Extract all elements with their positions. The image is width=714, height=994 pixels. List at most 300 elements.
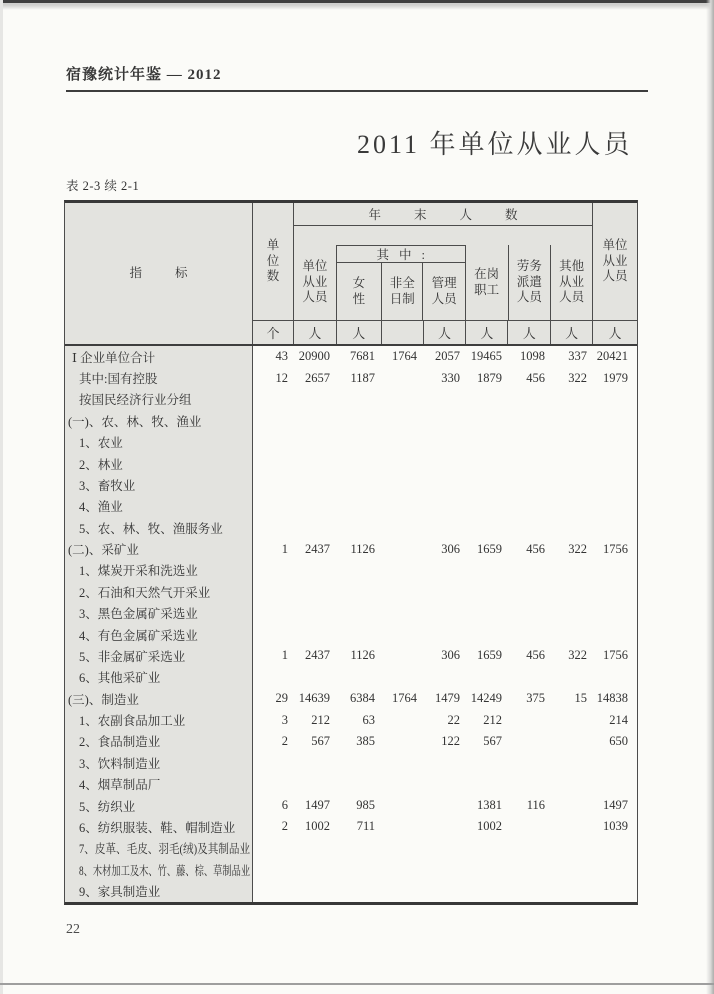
value-cell: 63: [362, 712, 375, 727]
table-row: [65, 560, 637, 581]
value-cell: [380, 581, 422, 602]
table-row: [65, 367, 637, 388]
value-cell: [422, 667, 465, 688]
table-row: [65, 474, 637, 495]
value-cell: [380, 731, 422, 752]
value-cell: [507, 752, 550, 773]
indicator-cell: (三)、制造业: [65, 688, 253, 709]
value-cell: [293, 560, 335, 581]
value-cell: 19465: [470, 349, 502, 364]
value-cell: 567: [483, 733, 502, 748]
value-cell: [422, 432, 465, 453]
table-body: [65, 344, 637, 902]
value-cell: [293, 603, 335, 624]
value-cell: [507, 709, 550, 730]
value-cell: 122: [441, 733, 460, 748]
units-row: [294, 320, 592, 344]
value-cell: [550, 474, 592, 495]
indicator-cell: 3、畜牧业: [65, 474, 253, 495]
value-cell: [465, 410, 507, 431]
table-row: [65, 709, 637, 730]
unit-cell: 人: [336, 321, 381, 344]
table-row: [65, 880, 637, 901]
value-cell: [507, 389, 550, 410]
value-cell: [550, 581, 592, 602]
value-cell: 14639: [298, 691, 330, 706]
value-cell: [550, 859, 592, 880]
table-row: [65, 346, 637, 367]
value-cell: [293, 453, 335, 474]
value-cell: [550, 667, 592, 688]
value-cell: [550, 496, 592, 517]
value-cell: [550, 453, 592, 474]
value-cell: [507, 560, 550, 581]
value-cell: [592, 389, 637, 410]
value-cell: [465, 496, 507, 517]
value-cell: [253, 859, 293, 880]
value-cell: [380, 838, 422, 859]
value-cell: [507, 474, 550, 495]
unit-cell: 人: [423, 321, 466, 344]
value-cell: [550, 709, 592, 730]
value-cell: 1098: [520, 349, 545, 364]
table-row: [65, 624, 637, 645]
value-cell: [293, 474, 335, 495]
table-row: [65, 859, 637, 880]
value-cell: [293, 838, 335, 859]
value-cell: [335, 667, 380, 688]
value-cell: [507, 880, 550, 901]
value-cell: [422, 517, 465, 538]
table-row: [65, 496, 637, 517]
value-cell: [380, 517, 422, 538]
value-cell: [592, 667, 637, 688]
value-cell: [550, 838, 592, 859]
table-label: 表 2-3 续 2-1: [66, 179, 140, 193]
value-cell: [422, 880, 465, 901]
value-cell: [380, 603, 422, 624]
value-cell: [293, 517, 335, 538]
value-cell: [592, 581, 637, 602]
value-cell: 1764: [392, 349, 417, 364]
value-cell: [293, 774, 335, 795]
table-row: [65, 517, 637, 538]
scan-edge-bottom: [0, 983, 714, 985]
value-cell: [293, 880, 335, 901]
unit-cell: 人: [465, 321, 507, 344]
value-cell: 2657: [305, 370, 330, 385]
value-cell: [422, 474, 465, 495]
indicator-cell: 1、农业: [65, 432, 253, 453]
value-cell: [335, 560, 380, 581]
value-cell: 214: [609, 712, 628, 727]
value-cell: [422, 496, 465, 517]
value-cell: 322: [568, 541, 587, 556]
value-cell: 1479: [435, 691, 460, 706]
value-cell: 985: [356, 798, 375, 813]
value-cell: 306: [441, 541, 460, 556]
value-cell: [507, 410, 550, 431]
value-cell: [380, 453, 422, 474]
indicator-cell: 3、黑色金属矿采选业: [65, 603, 253, 624]
value-cell: [253, 774, 293, 795]
value-cell: [550, 517, 592, 538]
value-cell: [550, 880, 592, 901]
table-row: [65, 432, 637, 453]
value-cell: [422, 859, 465, 880]
value-cell: [335, 603, 380, 624]
value-cell: [380, 624, 422, 645]
value-cell: [550, 731, 592, 752]
value-cell: [253, 838, 293, 859]
value-cell: [293, 389, 335, 410]
value-cell: [465, 453, 507, 474]
value-cell: 1497: [305, 798, 330, 813]
value-cell: 22: [447, 712, 460, 727]
header-among-label: 其中:: [337, 246, 465, 263]
header-subcolumns: [294, 245, 592, 320]
value-cell: [380, 774, 422, 795]
value-cell: 650: [609, 733, 628, 748]
value-cell: [592, 453, 637, 474]
table-row: [65, 603, 637, 624]
indicator-cell: 5、农、林、牧、渔服务业: [65, 517, 253, 538]
value-cell: [335, 859, 380, 880]
value-cell: [592, 603, 637, 624]
value-cell: 330: [441, 370, 460, 385]
indicator-cell: 2、石油和天然气开采业: [65, 581, 253, 602]
value-cell: [253, 389, 293, 410]
value-cell: [465, 389, 507, 410]
value-cell: 2437: [305, 648, 330, 663]
table-row: [65, 838, 637, 859]
header-other: 其他从业人员: [550, 245, 592, 320]
value-cell: [253, 624, 293, 645]
value-cell: [592, 410, 637, 431]
value-cell: [550, 410, 592, 431]
value-cell: [550, 560, 592, 581]
value-cell: [380, 709, 422, 730]
scan-edge-left: [0, 0, 3, 994]
indicator-cell: 6、其他采矿业: [65, 667, 253, 688]
value-cell: [253, 667, 293, 688]
indicator-cell: 2、食品制造业: [65, 731, 253, 752]
value-cell: [293, 432, 335, 453]
table-row: [65, 453, 637, 474]
value-cell: [592, 838, 637, 859]
value-cell: 1187: [350, 370, 375, 385]
value-cell: [380, 538, 422, 559]
running-head-rule: [66, 90, 648, 92]
value-cell: [253, 474, 293, 495]
table-row: [65, 645, 637, 666]
value-cell: [592, 474, 637, 495]
value-cell: [253, 581, 293, 602]
value-cell: [422, 795, 465, 816]
value-cell: [422, 453, 465, 474]
value-cell: [422, 774, 465, 795]
page-number: 22: [66, 922, 80, 937]
table-row: [65, 581, 637, 602]
value-cell: [422, 410, 465, 431]
value-cell: 6: [281, 798, 288, 813]
value-cell: 212: [483, 712, 502, 727]
header-employed: 单位从业人员: [302, 259, 328, 305]
value-cell: 322: [568, 648, 587, 663]
value-cell: [380, 410, 422, 431]
table-row: [65, 731, 637, 752]
value-cell: [380, 560, 422, 581]
value-cell: 1879: [477, 370, 502, 385]
value-cell: 456: [526, 370, 545, 385]
indicator-cell: Ⅰ 企业单位合计: [65, 346, 253, 367]
indicator-cell: 3、饮料制造业: [65, 752, 253, 773]
value-cell: 2: [281, 733, 288, 748]
value-cell: [253, 560, 293, 581]
value-cell: [335, 624, 380, 645]
table-row: [65, 816, 637, 837]
value-cell: 20421: [596, 349, 628, 364]
table-row: [65, 389, 637, 410]
value-cell: 6384: [350, 691, 375, 706]
value-cell: [465, 880, 507, 901]
value-cell: 43: [275, 349, 288, 364]
indicator-cell: 4、渔业: [65, 496, 253, 517]
running-head: 宿豫统计年鉴 — 2012: [66, 67, 222, 83]
value-cell: [293, 859, 335, 880]
value-cell: 1756: [603, 541, 628, 556]
value-cell: [253, 603, 293, 624]
value-cell: 1979: [603, 370, 628, 385]
scan-edge-right: [706, 0, 714, 994]
header-among-columns: [337, 263, 465, 320]
header-part-time: 非全日制: [381, 263, 422, 320]
value-cell: [422, 624, 465, 645]
value-cell: 1002: [305, 819, 330, 834]
value-cell: [253, 432, 293, 453]
statistics-table: [64, 200, 638, 905]
indicator-cell: 按国民经济行业分组: [65, 389, 253, 410]
value-cell: 2: [281, 819, 288, 834]
value-cell: 1002: [477, 819, 502, 834]
value-cell: 1: [281, 648, 288, 663]
value-cell: [422, 389, 465, 410]
header-managers: 管理人员: [422, 263, 464, 320]
header-on-duty: 在岗职工: [474, 266, 500, 297]
header-employed-last-column: [592, 203, 637, 344]
value-cell: [550, 603, 592, 624]
value-cell: [592, 752, 637, 773]
value-cell: 116: [526, 798, 545, 813]
value-cell: 1126: [350, 541, 375, 556]
value-cell: 12: [275, 370, 288, 385]
value-cell: 2437: [305, 541, 330, 556]
value-cell: [465, 838, 507, 859]
value-cell: [592, 560, 637, 581]
unit-cell: 人: [308, 326, 322, 341]
value-cell: [335, 453, 380, 474]
indicator-cell: 4、有色金属矿采选业: [65, 624, 253, 645]
value-cell: [507, 581, 550, 602]
table-header: [65, 203, 637, 344]
indicator-cell: 4、烟草制品厂: [65, 774, 253, 795]
table-row: [65, 538, 637, 559]
value-cell: [380, 795, 422, 816]
table-row: [65, 688, 637, 709]
value-cell: 3: [281, 712, 288, 727]
value-cell: [507, 731, 550, 752]
value-cell: [550, 624, 592, 645]
value-cell: [465, 624, 507, 645]
value-cell: [550, 795, 592, 816]
value-cell: 1126: [350, 648, 375, 663]
table-row: [65, 410, 637, 431]
table-row: [65, 667, 637, 688]
value-cell: 375: [526, 691, 545, 706]
header-spacer-band: [294, 226, 592, 245]
value-cell: [550, 752, 592, 773]
value-cell: 1381: [477, 798, 502, 813]
indicator-cell: 1、煤炭开采和洗选业: [65, 560, 253, 581]
indicator-cell: (一)、农、林、牧、渔业: [65, 410, 253, 431]
value-cell: [507, 624, 550, 645]
value-cell: [465, 603, 507, 624]
value-cell: 15: [574, 691, 587, 706]
indicator-cell: 其中:国有控股: [65, 367, 253, 388]
header-indicator: 指标: [65, 203, 253, 344]
value-cell: [465, 432, 507, 453]
value-cell: [335, 410, 380, 431]
value-cell: 456: [526, 648, 545, 663]
value-cell: [422, 603, 465, 624]
value-cell: [507, 667, 550, 688]
value-cell: [335, 474, 380, 495]
value-cell: [335, 389, 380, 410]
value-cell: [293, 496, 335, 517]
value-cell: [380, 752, 422, 773]
value-cell: 1497: [603, 798, 628, 813]
indicator-cell: 9、家具制造业: [65, 880, 253, 901]
value-cell: [380, 880, 422, 901]
value-cell: [335, 752, 380, 773]
value-cell: [335, 517, 380, 538]
unit-cell: [381, 321, 423, 344]
value-cell: 29: [275, 691, 288, 706]
scan-edge-top: [0, 0, 714, 10]
value-cell: [465, 774, 507, 795]
value-cell: [465, 667, 507, 688]
value-cell: 306: [441, 648, 460, 663]
value-cell: [253, 880, 293, 901]
value-cell: [592, 517, 637, 538]
value-cell: [592, 774, 637, 795]
header-dispatch: 劳务派遣人员: [508, 245, 551, 320]
value-cell: [293, 410, 335, 431]
value-cell: [550, 816, 592, 837]
value-cell: 711: [356, 819, 375, 834]
value-cell: [550, 774, 592, 795]
value-cell: [253, 517, 293, 538]
value-cell: [380, 816, 422, 837]
table-row: [65, 774, 637, 795]
value-cell: 14249: [470, 691, 502, 706]
value-cell: [380, 432, 422, 453]
value-cell: [422, 560, 465, 581]
table-row: [65, 752, 637, 773]
value-cell: 20900: [298, 349, 330, 364]
value-cell: 567: [311, 733, 330, 748]
value-cell: [380, 859, 422, 880]
value-cell: [253, 410, 293, 431]
value-cell: 322: [568, 370, 587, 385]
value-cell: [335, 581, 380, 602]
value-cell: [507, 816, 550, 837]
value-cell: [507, 838, 550, 859]
value-cell: [422, 752, 465, 773]
value-cell: 1: [281, 541, 288, 556]
page-title: 2011 年单位从业人员: [357, 130, 633, 159]
unit-cell-last: 人: [593, 320, 637, 344]
value-cell: [465, 560, 507, 581]
value-cell: [592, 880, 637, 901]
value-cell: [507, 774, 550, 795]
value-cell: [465, 474, 507, 495]
value-cell: 212: [311, 712, 330, 727]
unit-cell: 人: [507, 321, 550, 344]
value-cell: 1659: [477, 648, 502, 663]
value-cell: [380, 496, 422, 517]
value-cell: [422, 816, 465, 837]
value-cell: [380, 474, 422, 495]
value-cell: [335, 880, 380, 901]
value-cell: [380, 367, 422, 388]
indicator-cell: 7、皮革、毛皮、羽毛(绒)及其制品业: [65, 838, 253, 859]
unit-cell: 人: [550, 321, 592, 344]
value-cell: [293, 667, 335, 688]
value-cell: [422, 581, 465, 602]
value-cell: [253, 496, 293, 517]
value-cell: 7681: [350, 349, 375, 364]
value-cell: [507, 496, 550, 517]
value-cell: [335, 496, 380, 517]
value-cell: [465, 859, 507, 880]
value-cell: [380, 645, 422, 666]
value-cell: [592, 432, 637, 453]
value-cell: 2057: [435, 349, 460, 364]
indicator-cell: 6、纺织服装、鞋、帽制造业: [65, 816, 253, 837]
value-cell: [335, 838, 380, 859]
value-cell: [507, 859, 550, 880]
value-cell: [592, 859, 637, 880]
value-cell: [335, 774, 380, 795]
header-yearend-banner: 年末人数: [294, 203, 592, 226]
indicator-cell: 5、纺织业: [65, 795, 253, 816]
header-employed-last: 单位从业人员: [602, 238, 628, 284]
value-cell: 456: [526, 541, 545, 556]
value-cell: [253, 752, 293, 773]
value-cell: [465, 752, 507, 773]
value-cell: [507, 603, 550, 624]
value-cell: [507, 432, 550, 453]
header-yearend-group: [293, 203, 592, 344]
header-unit-count-column: [253, 203, 293, 344]
value-cell: [592, 624, 637, 645]
value-cell: [465, 517, 507, 538]
indicator-cell: 1、农副食品加工业: [65, 709, 253, 730]
value-cell: [293, 581, 335, 602]
value-cell: [380, 667, 422, 688]
value-cell: [507, 517, 550, 538]
